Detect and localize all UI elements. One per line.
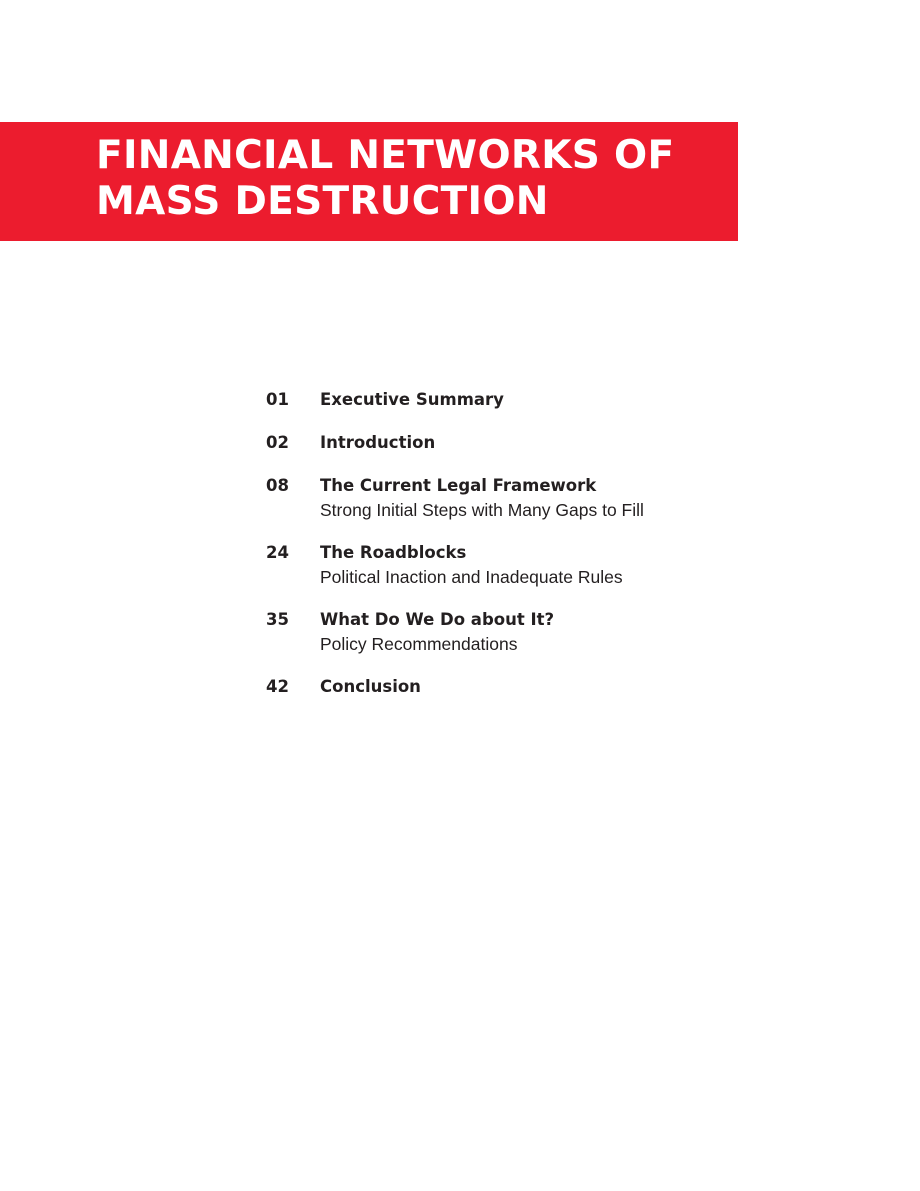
- toc-page-number: 42: [266, 677, 289, 696]
- toc-page-number: 01: [266, 390, 289, 409]
- toc-entry-title: The Roadblocks: [320, 543, 467, 562]
- toc-entry-conclusion[interactable]: [266, 675, 866, 699]
- toc-entry-subtitle: Political Inaction and Inadequate Rules: [320, 567, 623, 587]
- toc-entry-what-do-we-do[interactable]: [266, 608, 866, 656]
- toc-page-number: 08: [266, 476, 289, 495]
- toc-entry-introduction[interactable]: [266, 431, 866, 455]
- toc-entry-roadblocks[interactable]: [266, 541, 866, 589]
- table-of-contents: [266, 388, 866, 718]
- document-title: [96, 133, 674, 225]
- toc-entry-executive-summary[interactable]: [266, 388, 866, 412]
- document-title-line-1: FINANCIAL NETWORKS OF: [96, 133, 675, 178]
- toc-page-number: 24: [266, 543, 289, 562]
- toc-entry-title: Conclusion: [320, 677, 421, 696]
- document-title-line-2: MASS DESTRUCTION: [96, 179, 549, 224]
- toc-entry-legal-framework[interactable]: [266, 474, 866, 522]
- toc-entry-title: What Do We Do about It?: [320, 610, 555, 629]
- toc-entry-title: Introduction: [320, 433, 436, 452]
- toc-entry-title: Executive Summary: [320, 390, 504, 409]
- toc-page-number: 35: [266, 610, 289, 629]
- toc-page-number: 02: [266, 433, 289, 452]
- toc-entry-subtitle: Policy Recommendations: [320, 634, 518, 654]
- toc-entry-title: The Current Legal Framework: [320, 476, 597, 495]
- toc-entry-subtitle: Strong Initial Steps with Many Gaps to Fill: [320, 500, 644, 520]
